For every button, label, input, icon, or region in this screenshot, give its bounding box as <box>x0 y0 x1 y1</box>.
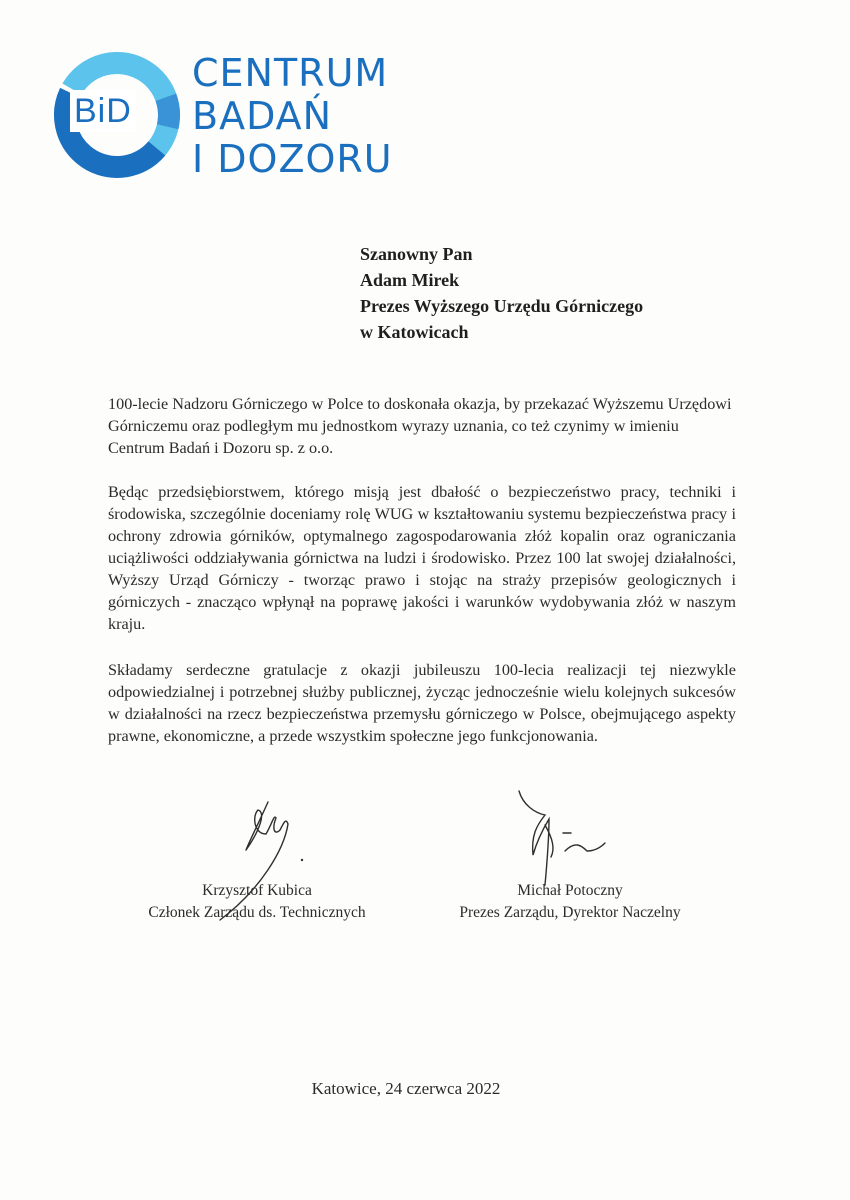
signatory-title: Prezes Zarządu, Dyrektor Naczelny <box>459 904 681 921</box>
signature-block-left <box>112 880 402 924</box>
signatory-name: Krzysztof Kubica <box>202 882 312 899</box>
paragraph-intro: 100-lecie Nadzoru Górniczego w Polce to doskonała okazja, by przekazać Wyższemu Urzędowi Górniczemu oraz podległym mu jednostkom wyrazy uznania, co też czynimy w imieniu Centrum Badań i Dozoru sp. z o.o. <box>108 395 732 458</box>
logo-line: CENTRUM <box>192 51 389 95</box>
addressee-location: w Katowicach <box>360 322 469 342</box>
place-and-date: Katowice, 24 czerwca 2022 <box>311 1079 501 1098</box>
logo-line: BADAŃ <box>192 94 333 138</box>
company-logo <box>52 46 393 186</box>
signatory-name: Michał Potoczny <box>517 882 623 899</box>
signatory-title: Członek Zarządu ds. Technicznych <box>148 904 366 921</box>
addressee-position: Prezes Wyższego Urzędu Górniczego <box>360 296 644 316</box>
paragraph-mission: Będąc przedsiębiorstwem, którego misją jest dbałość o bezpieczeństwo pracy, techniki i środowiska, szczególnie doceniamy rolę WUG w kształtowaniu systemu bezpieczeństwa pracy i ochrony zdrowia górników, optymalnego zagospodarowania złóż kopalin oraz ograniczania uciążliwości oddziaływania górnictwa na ludzi i środowisko. Przez 100 lat swojej działalności, Wyższy Urząd Górniczy - tworząc prawo i stojąc na straży przepisów geologicznych i górniczych - znacząco wpłynął na poprawę jakości i warunków wydobywania złóż w naszym kraju. <box>108 483 736 634</box>
addressee-salutation: Szanowny Pan <box>360 244 473 264</box>
logo-wordmark <box>192 52 393 181</box>
signature-block-right <box>425 880 715 924</box>
addressee-block <box>360 241 643 345</box>
paragraph-congratulations: Składamy serdeczne gratulacje z okazji jubileuszu 100-lecia realizacji tej niezwykle odpowiedzialnej i potrzebnej służby publicznej, życząc jednocześnie wielu kolejnych sukcesów w działalności na rzecz bezpieczeństwa przemysłu górniczego w Polsce, obejmującego aspekty prawne, ekonomiczne, a przede wszystkim społeczne jego funkcjonowania. <box>108 661 736 746</box>
logo-mark-text: BiD <box>70 90 136 132</box>
logo-line: I DOZORU <box>192 137 393 181</box>
addressee-name: Adam Mirek <box>360 270 460 290</box>
handwritten-signature-right <box>505 785 615 890</box>
